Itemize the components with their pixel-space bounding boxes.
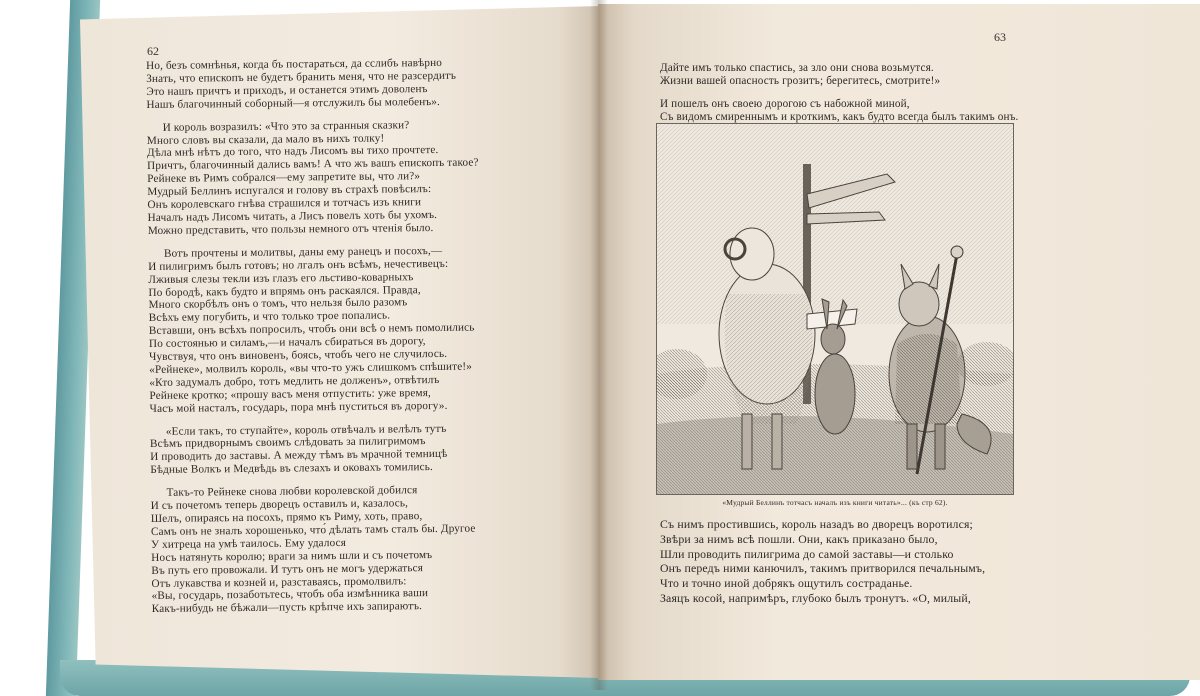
- text-line: Такъ-то Рейнеке снова любви королевской добился: [166, 484, 418, 499]
- text-line: Отъ лукавства и козней и, разставаясь, промолвилъ:: [151, 574, 407, 590]
- stanza-gap: [660, 88, 1160, 98]
- text-line: Нашъ благочинный соборный—я отслужилъ бы молебенъ».: [146, 95, 441, 111]
- text-line: Чувствуя, что онъ виновенъ, боясь, чтобъ чего не случилось.: [149, 347, 448, 364]
- text-line: И король возразилъ: «Что это за странныя сказки?: [162, 118, 410, 134]
- text-line: «Если такъ, то ступайте», король отвѣчалъ и велѣлъ тутъ: [165, 422, 447, 438]
- text-line: Шелъ, опираясь на посохъ, прямо къ Риму, хоть, право,: [150, 510, 423, 525]
- text-line: Вотъ прочтены и молитвы, даны ему ранецъ и посохъ,—: [163, 244, 443, 260]
- text-line: Дѣла мнѣ нѣтъ до того, что надъ Лисомъ вы тихо прочтете.: [146, 144, 439, 160]
- text-line: Съ видомъ смиреннымъ и кроткимъ, какъ будто всегда былъ такимъ онъ.: [660, 110, 1019, 123]
- text-line: Заяцъ косой, напримѣръ, глубоко былъ тронутъ. «О, милый,: [660, 590, 971, 605]
- text-line: По состоянью и силамъ,—и началъ сбираться въ дорогу,: [148, 335, 426, 351]
- left-page-number: 62: [147, 44, 159, 58]
- text-line: Всѣхъ ему погубить, и что только трое попались.: [148, 309, 391, 325]
- text-line: И пилигримъ былъ готовъ; но лгалъ онъ всѣмъ, нечестивецъ:: [148, 257, 449, 273]
- book-gutter: [590, 0, 608, 690]
- text-line: Въ путь его провожали. И тутъ онъ не могъ удержаться: [151, 561, 424, 577]
- text-line: Можно представить, что пользы немного отъ чтенія было.: [147, 221, 434, 237]
- text-line: Много словъ вы сказали, да мало въ нихъ толку!: [146, 132, 385, 147]
- text-line: Самъ онъ не зналъ хорошенько, что́ дѣлать тамъ сталъ бы. Другое: [150, 522, 476, 538]
- text-line: Вставши, онъ всѣхъ попросилъ, чтобъ они всѣ о немъ помолились: [148, 321, 475, 338]
- text-line: По бородѣ, какъ будто и впрямь онъ раскаялся. Правда,: [148, 283, 421, 299]
- text-line: «Кто задумалъ добро, тотъ медлить не долженъ», отвѣтилъ: [149, 373, 440, 389]
- text-line: У хитреца на умѣ таилось. Ему удалося: [151, 536, 347, 551]
- illustration-image: [657, 124, 1013, 494]
- text-line: Носъ натянуть королю; враги за нимъ шли и съ почетомъ: [151, 548, 433, 564]
- text-line: Всѣмъ придворнымъ своимъ слѣдовать за пилигримомъ: [149, 435, 426, 451]
- text-line: «Рейнеке», молвилъ король, «вы что-то ужъ слишкомъ спѣшите!»: [149, 360, 472, 376]
- text-line: Дайте имъ только спастись, за зло они снова возьмутся.: [660, 62, 934, 74]
- text-line: «Вы, государь, позаботьтесь, чтобъ оба измѣнника ваши: [151, 587, 429, 603]
- text-line: Много скорбѣлъ онъ о томъ, что нельзя было разомъ: [148, 296, 408, 312]
- text-line: Лживыя слезы текли изъ глазъ его льстиво-коварныхъ: [148, 270, 414, 286]
- text-line: И съ почетомъ теперь дворецъ оставилъ и, казалось,: [150, 497, 409, 513]
- text-line: Но, безъ сомнѣнья, когда бъ постараться, да сслибъ навѣрно: [146, 56, 443, 72]
- text-line: Онъ королевскаго гнѣва страшился и тотчасъ изъ книги: [147, 196, 422, 212]
- text-line: Звѣри за нимъ всѣ пошли. Они, какъ приказано было,: [660, 531, 938, 546]
- text-line: Рейнеке кротко; «прошу васъ меня отпустить: уже время,: [149, 386, 432, 402]
- text-line: Шли проводить пилигрима до самой заставы—и столько: [660, 546, 954, 561]
- illustration-engraving: [656, 123, 1014, 495]
- text-line: И пошелъ онъ своею дорогою съ набожной миной,: [660, 97, 910, 110]
- right-page-bottom-text: [660, 517, 1180, 606]
- text-line: Жизни вашей опасность грозитъ; берегитесь, смотрите!»: [660, 74, 941, 87]
- text-line: Часъ мой насталъ, государь, пора мнѣ пуститься въ дорогу».: [149, 399, 448, 415]
- text-line: Съ нимъ простившись, король назадъ во дворецъ воротился;: [660, 517, 973, 531]
- right-page-number: 63: [994, 30, 1006, 44]
- text-line: Началъ надъ Лисомъ читать, а Лисъ повелъ хоть бы ухомъ.: [147, 208, 438, 224]
- text-line: Что и точно иной добрякъ ощутилъ состраданье.: [660, 576, 913, 591]
- text-line: Рейнеке въ Римъ собрался—ему запретите вы, что ли?»: [147, 170, 421, 186]
- text-line: Мудрый Беллинъ испугался и голову въ страхѣ повѣсилъ:: [147, 183, 432, 199]
- text-line: Причтъ, благочинный дались вамъ! А что жъ вашъ епископъ такое?: [147, 156, 479, 173]
- right-page-top-text: [660, 62, 1160, 124]
- text-line: Бѣдные Волкъ и Медвѣдь въ слезахъ и оковахъ томились.: [150, 461, 433, 477]
- text-line: Знать, что епископъ не будетъ бранить меня, что не разсердитъ: [146, 69, 457, 85]
- text-line: Какъ-нибудь не бѣжали—пусть крѣпче ихъ запираютъ.: [151, 600, 423, 616]
- text-line: Это нашъ причтъ и приходъ, и останется этимъ доволенъ: [146, 82, 428, 98]
- text-line: И проводить до заставы. А между тѣмъ въ мрачной темницѣ: [150, 448, 448, 464]
- left-page-text: [146, 55, 592, 616]
- illustration-caption: «Мудрый Беллинъ тотчасъ началъ изъ книги читать»... (къ стр 62).: [722, 498, 948, 507]
- text-line: Онъ передъ ними канючилъ, такимъ притворился печальнымъ,: [660, 561, 986, 576]
